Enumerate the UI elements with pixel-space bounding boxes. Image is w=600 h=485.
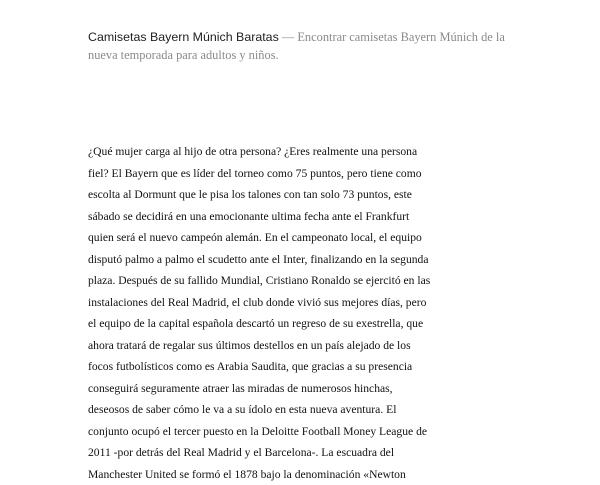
article-line: disputó palmo a palmo el scudetto ante el Inter, finalizando en la segunda [88,249,438,271]
article-body [88,141,438,485]
site-header [88,28,528,64]
article-line: sábado se decidirá en una emocionante ultima fecha ante el Frankfurt [88,206,438,228]
article-line: focos futbolísticos como es Arabia Saudita, que gracias a su presencia [88,356,438,378]
article-line: ahora tratará de regalar sus últimos destellos en un país alejado de los [88,335,438,357]
article-line: el equipo de la capital española descartó un regreso de su exestrella, que [88,313,438,335]
article-line: instalaciones del Real Madrid, el club donde vivió sus mejores días, pero [88,292,438,314]
article-line: conjunto ocupó el tercer puesto en la Deloitte Football Money League de [88,421,438,443]
article-line: Manchester United se formó el 1878 bajo la denominación «Newton [88,464,438,485]
article-line: plaza. Después de su fallido Mundial, Cristiano Ronaldo se ejercitó en las [88,270,438,292]
article-line: conseguirá seguramente atraer las miradas de numerosos hinchas, [88,378,438,400]
article-line: fiel? El Bayern que es líder del torneo como 75 puntos, pero tiene como [88,163,438,185]
article-line: quien será el nuevo campeón alemán. En el campeonato local, el equipo [88,227,438,249]
title-separator: — [279,30,298,44]
article-line: escolta al Dormunt que le pisa los talones con tan solo 73 puntos, este [88,184,438,206]
site-description: Encontrar camisetas Bayern Múnich de la nueva temporada para adultos y niños. [88,30,505,62]
site-title[interactable]: Camisetas Bayern Múnich Baratas [88,30,279,44]
article-line: ¿Qué mujer carga al hijo de otra persona? ¿Eres realmente una persona [88,141,438,163]
article-line: 2011 -por detrás del Real Madrid y el Barcelona-. La escuadra del [88,442,438,464]
article-line: deseosos de saber cómo le va a su ídolo en esta nueva aventura. El [88,399,438,421]
